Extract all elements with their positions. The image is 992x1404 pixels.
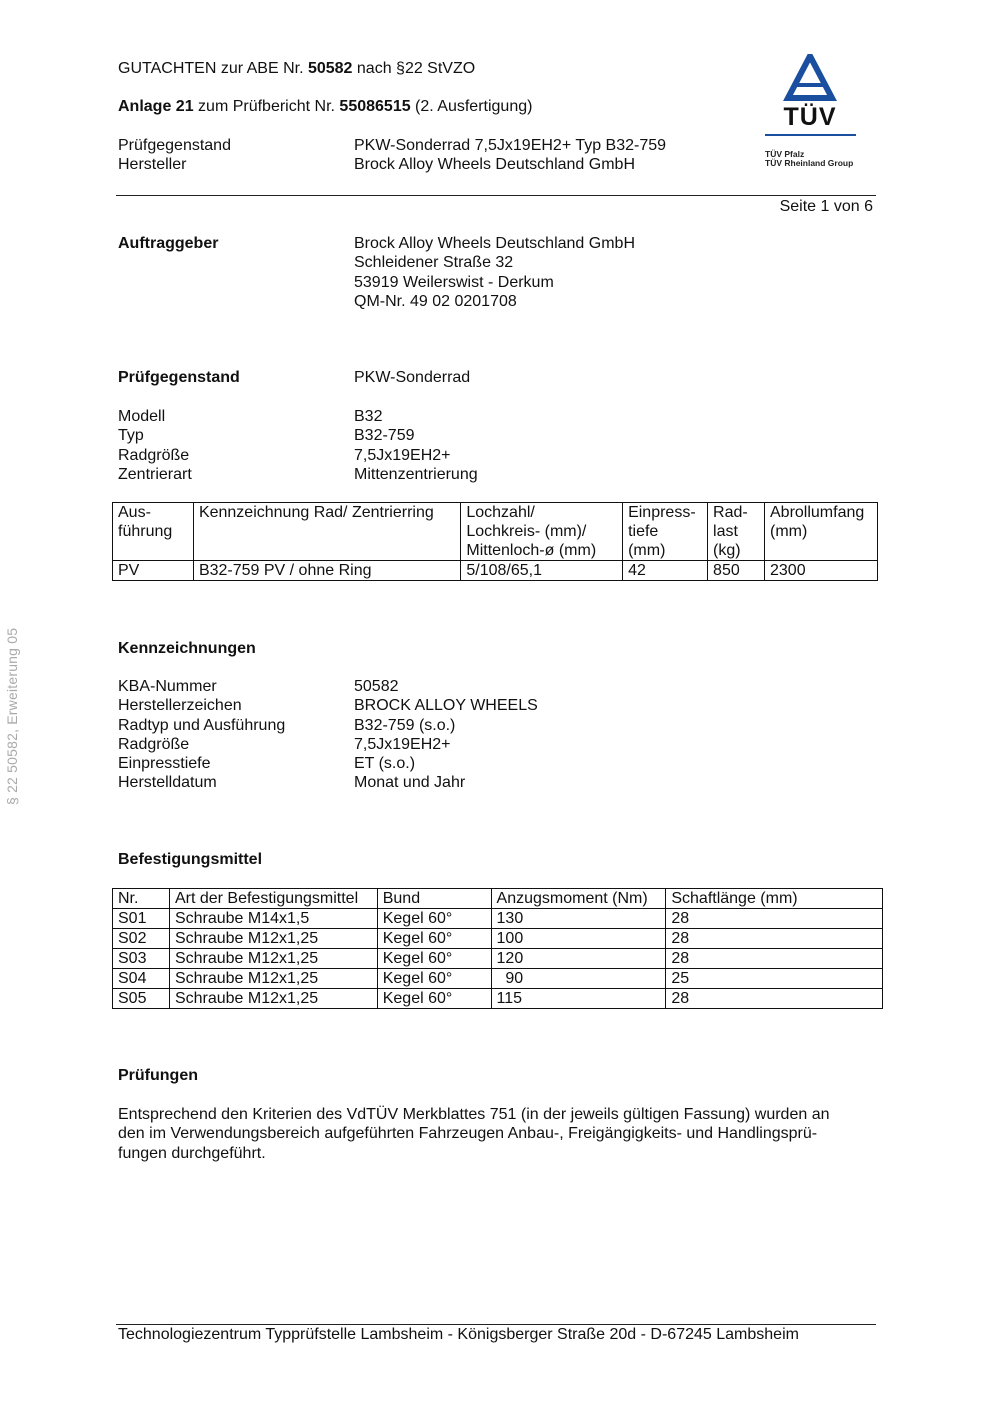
kennzeichnungen-label: Kennzeichnungen (118, 640, 256, 657)
table-cell: 90 (491, 969, 666, 989)
befestigung-label: Befestigungsmittel (118, 851, 263, 868)
table-cell: 115 (491, 989, 666, 1009)
field-label: Radgröße (118, 446, 190, 464)
table-header-cell: Lochzahl/ Lochkreis- (mm)/ Mittenloch-ø (mm) (461, 503, 623, 561)
table-cell: Schraube M12x1,25 (169, 949, 377, 969)
table-row (113, 561, 878, 581)
field-value: 7,5Jx19EH2+ (354, 735, 451, 753)
abe-number: 50582 (307, 60, 353, 77)
pruefungen-label: Prüfungen (118, 1067, 198, 1084)
table-header-row (113, 503, 878, 561)
table-cell: Kegel 60° (377, 969, 491, 989)
table-header-cell: Einpress- tiefe (mm) (623, 503, 708, 561)
field-value: B32 (354, 408, 383, 425)
table-cell: Schraube M12x1,25 (169, 989, 377, 1009)
pruefgegenstand-keys (118, 407, 192, 484)
field-label: Herstelldatum (118, 774, 217, 792)
table-header-cell: Bund (377, 889, 491, 909)
table-header-cell: Abrollumfang (mm) (765, 503, 878, 561)
table-cell: Schraube M12x1,25 (169, 929, 377, 949)
header-text: (2. Ausfertigung) (410, 98, 533, 115)
table-cell: 28 (666, 909, 883, 929)
table-row (113, 909, 883, 929)
footer-address: Technologiezentrum Typprüfstelle Lambsheim - Königsberger Straße 20d - D-67245 Lambsheim (118, 1326, 799, 1343)
address-line: Schleidener Straße 32 (354, 254, 514, 272)
table-cell: 130 (491, 909, 666, 929)
table-header-cell: Aus- führung (113, 503, 194, 561)
table-cell: S05 (113, 989, 170, 1009)
table-header-cell: Anzugsmoment (Nm) (491, 889, 666, 909)
header-hs-value: Brock Alloy Wheels Deutschland GmbH (354, 156, 635, 173)
tuv-logo-sub1: TÜV Pfalz (765, 149, 805, 159)
field-label: Typ (118, 427, 144, 445)
field-value: B32-759 (s.o.) (354, 716, 456, 734)
auftraggeber-label: Auftraggeber (118, 235, 219, 252)
pruefgegenstand-values (354, 407, 478, 484)
table-cell: 28 (666, 949, 883, 969)
pruefgegenstand-value: PKW-Sonderrad (354, 369, 471, 386)
header-pg-value: PKW-Sonderrad 7,5Jx19EH2+ Typ B32-759 (354, 137, 667, 154)
table-header-cell: Art der Befestigungsmittel (169, 889, 377, 909)
field-label: Radtyp und Ausführung (118, 716, 286, 734)
table-cell: B32-759 PV / ohne Ring (193, 561, 460, 581)
field-value: Monat und Jahr (354, 774, 466, 792)
table-cell: 28 (666, 929, 883, 949)
address-line: QM-Nr. 49 02 0201708 (354, 292, 517, 310)
tuv-logo-line (765, 134, 856, 136)
field-value: ET (s.o.) (354, 755, 416, 773)
table-cell: S03 (113, 949, 170, 969)
table-cell: 42 (623, 561, 708, 581)
table-cell: 5/108/65,1 (461, 561, 623, 581)
table-cell: 25 (666, 969, 883, 989)
pruefungen-text (118, 1105, 830, 1163)
anlage-label: Anlage 21 (118, 98, 194, 115)
field-value: 50582 (354, 678, 399, 695)
kennzeichnungen-keys (118, 677, 285, 793)
table-cell: S01 (113, 909, 170, 929)
table-row (113, 949, 883, 969)
table-cell: 120 (491, 949, 666, 969)
table-cell: Kegel 60° (377, 949, 491, 969)
table-cell: S02 (113, 929, 170, 949)
field-label: Zentrierart (118, 465, 192, 483)
header-line-2 (118, 97, 532, 116)
header-text: GUTACHTEN zur ABE Nr. (118, 60, 308, 77)
header-text: nach §22 StVZO (352, 60, 476, 77)
tuv-logo (760, 54, 860, 174)
header-hs-label: Hersteller (118, 156, 187, 173)
table-header-cell: Schaftlänge (mm) (666, 889, 883, 909)
header-pg-label: Prüfgegenstand (118, 137, 231, 154)
table-header-row (113, 889, 883, 909)
table-row (113, 989, 883, 1009)
paragraph-line: fungen durchgeführt. (118, 1144, 266, 1162)
tuv-logo-sub2: TÜV Rheinland Group (765, 158, 854, 168)
table-cell: Kegel 60° (377, 989, 491, 1009)
field-label: Herstellerzeichen (118, 697, 242, 715)
field-label: Radgröße (118, 735, 190, 753)
table-row (113, 929, 883, 949)
pruefgegenstand-label: Prüfgegenstand (118, 369, 240, 386)
field-label: Einpresstiefe (118, 755, 211, 773)
address-line: 53919 Weilerswist - Derkum (354, 273, 554, 291)
kennzeichnungen-values (354, 677, 538, 793)
ausfuehrung-table (112, 502, 878, 581)
table-cell: 850 (708, 561, 765, 581)
table-cell: Schraube M12x1,25 (169, 969, 377, 989)
table-cell: 2300 (765, 561, 878, 581)
table-cell: Kegel 60° (377, 929, 491, 949)
befestigung-table (112, 888, 883, 1009)
table-cell: S04 (113, 969, 170, 989)
table-header-cell: Nr. (113, 889, 170, 909)
auftraggeber-address (354, 234, 635, 311)
tuv-triangle-icon (760, 54, 860, 106)
table-cell: 100 (491, 929, 666, 949)
header-text: zum Prüfbericht Nr. (193, 98, 340, 115)
sidebar-reference: § 22 50582, Erweiterung 05 (4, 627, 20, 805)
field-value: 7,5Jx19EH2+ (354, 446, 451, 464)
address-line: Brock Alloy Wheels Deutschland GmbH (354, 235, 635, 252)
tuv-logo-word: TÜV (783, 103, 837, 131)
header-divider (116, 195, 876, 196)
field-label: KBA-Nummer (118, 678, 217, 695)
report-number: 55086515 (339, 98, 411, 115)
table-header-cell: Rad- last (kg) (708, 503, 765, 561)
field-value: B32-759 (354, 427, 415, 445)
field-label: Modell (118, 408, 166, 425)
table-cell: Schraube M14x1,5 (169, 909, 377, 929)
header-line-1 (118, 59, 475, 78)
field-value: Mittenzentrierung (354, 465, 478, 483)
table-header-cell: Kennzeichnung Rad/ Zentrierring (193, 503, 460, 561)
paragraph-line: Entsprechend den Kriterien des VdTÜV Merkblattes 751 (in der jeweils gültigen Fassung) wurden an (118, 1106, 830, 1123)
page-number: Seite 1 von 6 (779, 198, 873, 215)
paragraph-line: den im Verwendungsbereich aufgeführten Fahrzeugen Anbau-, Freigängigkeits- und Handlingsprü- (118, 1125, 818, 1143)
table-row (113, 969, 883, 989)
field-value: BROCK ALLOY WHEELS (354, 697, 538, 715)
table-cell: 28 (666, 989, 883, 1009)
table-cell: Kegel 60° (377, 909, 491, 929)
table-cell: PV (113, 561, 194, 581)
